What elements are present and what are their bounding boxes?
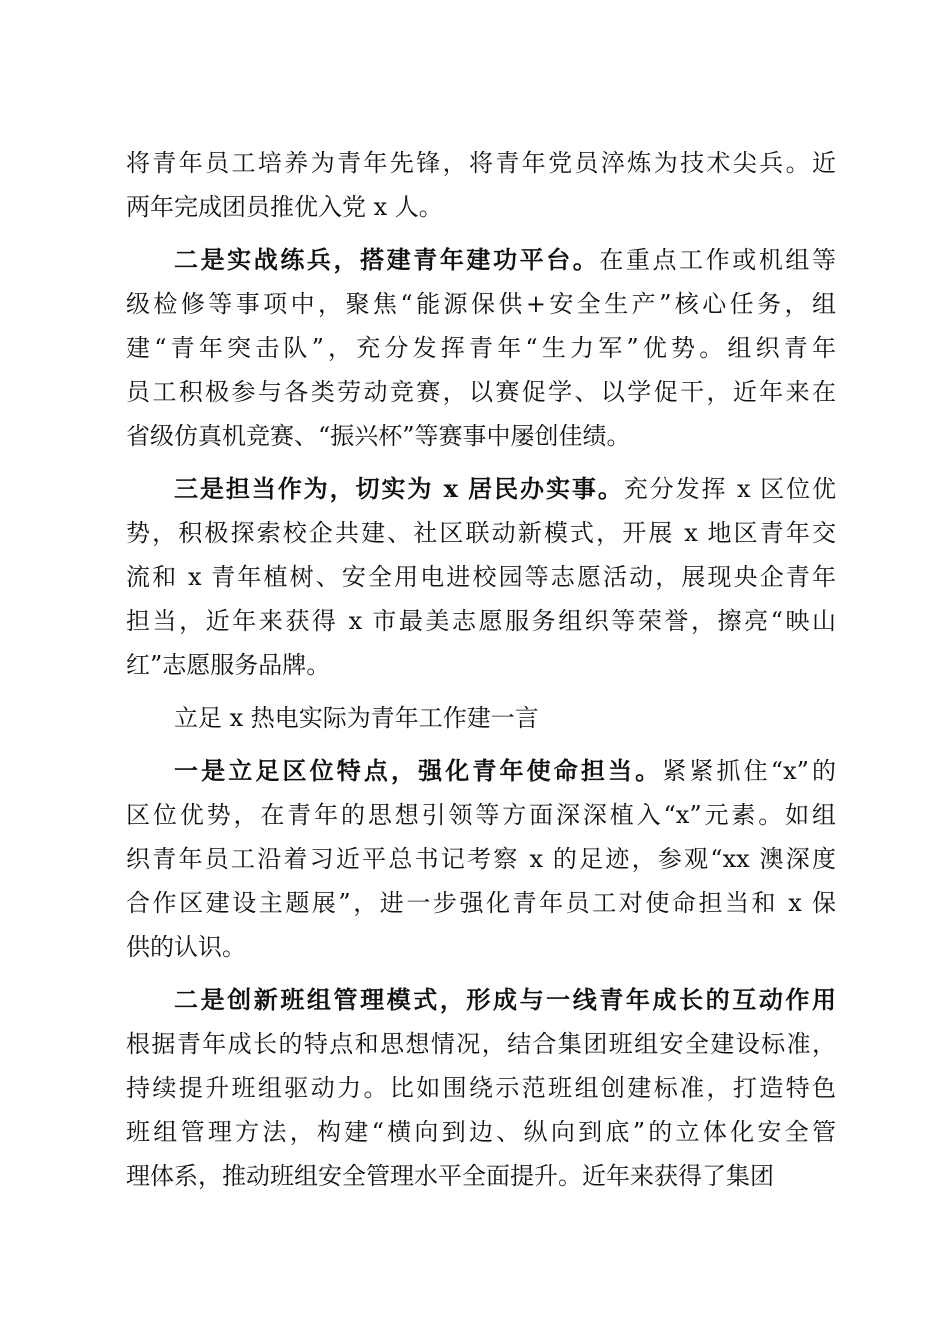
text-line: 省级仿真机竞赛、“振兴杯”等赛事中屡创佳绩。 [126,422,631,450]
text-line: 级检修等事项中，聚焦“能源保供+安全生产”核心任务，组 [126,290,836,318]
paragraph [126,978,836,1198]
text-line [126,238,836,282]
text-line: 班组管理方法，构建“横向到边、纵向到底”的立体化安全管 [126,1118,836,1146]
text-line: 红”志愿服务品牌。 [126,651,331,679]
text-line: 担当，近年来获得 x 市最美志愿服务组织等荣誉，擦亮“映山 [126,607,836,635]
text-line: 势，积极探索校企共建、社区联动新模式，开展 x 地区青年交 [126,519,836,547]
section-heading [126,696,836,740]
document-body [126,141,836,1198]
text-span: 紧紧抓住“x”的 [662,757,837,785]
paragraph [126,141,836,229]
text-line: 立足 x 热电实际为青年工作建一言 [174,704,539,732]
paragraph-lead: 一是立足区位特点，强化青年使命担当。 [174,756,663,785]
text-line: 合作区建设主题展”，进一步强化青年员工对使命担当和 x 保 [126,889,836,917]
text-line [126,978,836,1022]
text-line [126,467,836,511]
text-line: 区位优势，在青年的思想引领等方面深深植入“x”元素。如组 [126,801,836,829]
text-span: 在重点工作或机组等 [599,246,837,274]
text-line: 根据青年成长的特点和思想情况，结合集团班组安全建设标准， [126,1030,836,1058]
text-line: 两年完成团员推优入党 x 人。 [126,193,443,221]
text-line: 流和 x 青年植树、安全用电进校园等志愿活动，展现央企青年 [126,563,836,591]
paragraph [126,749,836,969]
paragraph-lead: 三是担当作为，切实为 x 居民办实事。 [174,474,624,503]
text-span: 充分发挥 x 区位优 [623,475,836,503]
text-line: 供的认识。 [126,933,246,961]
text-line: 理体系，推动班组安全管理水平全面提升。近年来获得了集团 [126,1162,774,1190]
paragraph [126,467,836,687]
paragraph-lead: 二是实战练兵，搭建青年建功平台。 [174,245,600,274]
text-line: 持续提升班组驱动力。比如围绕示范班组创建标准，打造特色 [126,1074,836,1102]
paragraph [126,238,836,458]
text-line: 员工积极参与各类劳动竞赛，以赛促学、以学促干，近年来在 [126,378,836,406]
text-line [126,749,836,793]
text-line: 织青年员工沿着习近平总书记考察 x 的足迹，参观“xx 澳深度 [126,845,836,873]
text-line: 建“青年突击队”，充分发挥青年“生力军”优势。组织青年 [126,334,836,362]
paragraph-lead: 二是创新班组管理模式，形成与一线青年成长的互动作用 [174,985,836,1014]
text-line: 将青年员工培养为青年先锋，将青年党员淬炼为技术尖兵。近 [126,149,836,177]
